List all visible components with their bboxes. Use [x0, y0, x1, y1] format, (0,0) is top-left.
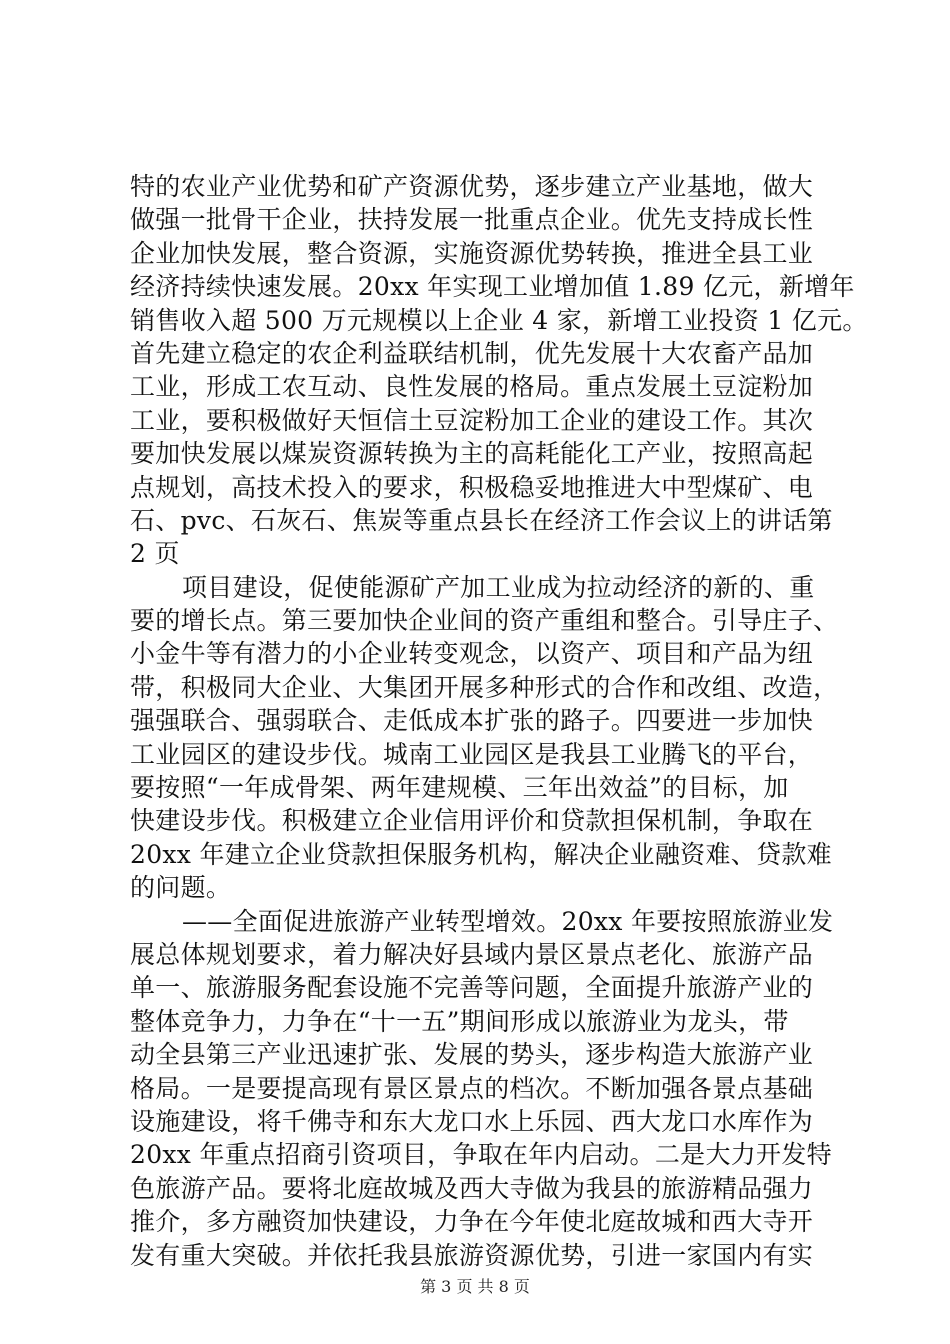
text-line: 做强一批骨干企业，扶持发展一批重点企业。优先支持成长性: [130, 205, 814, 235]
page-number: 第 3 页 共 8 页: [420, 1277, 530, 1296]
text-line: 点规划，高技术投入的要求，积极稳妥地推进大中型煤矿、电: [130, 472, 814, 502]
text-line: 单一、旅游服务配套设施不完善等问题，全面提升旅游产业的: [130, 973, 814, 1003]
text-line: 小金牛等有潜力的小企业转变观念，以资产、项目和产品为纽: [130, 639, 814, 669]
text-line: 工业园区的建设步伐。城南工业园区是我县工业腾飞的平台，: [130, 739, 814, 769]
text-line: 推介，多方融资加快建设，力争在今年使北庭故城和西大寺开: [130, 1207, 814, 1237]
text-line: 工业，要积极做好天恒信土豆淀粉加工企业的建设工作。其次: [130, 405, 814, 435]
text-line: 设施建设，将千佛寺和东大龙口水上乐园、西大龙口水库作为: [130, 1106, 814, 1136]
text-line: 销售收入超 500 万元规模以上企业 4 家，新增工业投资 1 亿元。: [130, 305, 868, 335]
text-line: 石、pvc、石灰石、焦炭等重点县长在经济工作会议上的讲话第: [130, 505, 833, 535]
text-line: 首先建立稳定的农企利益联结机制，优先发展十大农畜产品加: [130, 338, 814, 368]
text-line: 强强联合、强弱联合、走低成本扩张的路子。四要进一步加快: [130, 706, 814, 736]
text-line: 要加快发展以煤炭资源转换为主的高耗能化工产业，按照高起: [130, 439, 814, 469]
text-line: 展总体规划要求，着力解决好县域内景区景点老化、旅游产品: [130, 939, 814, 969]
text-line: ——全面促进旅游产业转型增效。20xx 年要按照旅游业发: [182, 906, 834, 936]
text-line: 整体竞争力，力争在“十一五”期间形成以旅游业为龙头，带: [130, 1006, 789, 1036]
text-line: 快建设步伐。积极建立企业信用评价和贷款担保机制，争取在: [130, 806, 814, 836]
text-line: 工业，形成工农互动、良性发展的格局。重点发展土豆淀粉加: [130, 372, 814, 402]
text-line: 要的增长点。第三要加快企业间的资产重组和整合。引导庄子、: [130, 606, 839, 636]
page-footer: [0, 1274, 950, 1297]
text-line: 20xx 年重点招商引资项目，争取在年内启动。二是大力开发特: [130, 1140, 832, 1170]
text-line: 企业加快发展，整合资源，实施资源优势转换，推进全县工业: [130, 238, 814, 268]
text-line: 带，积极同大企业、大集团开展多种形式的合作和改组、改造，: [130, 672, 839, 702]
body-text: [130, 170, 868, 1272]
text-line: 动全县第三产业迅速扩张、发展的势头，逐步构造大旅游产业: [130, 1040, 814, 1070]
text-line: 特的农业产业优势和矿产资源优势，逐步建立产业基地，做大: [130, 172, 814, 201]
text-line: 项目建设，促使能源矿产加工业成为拉动经济的新的、重: [182, 572, 815, 602]
text-line: 经济持续快速发展。20xx 年实现工业增加值 1.89 亿元，新增年: [130, 272, 855, 302]
text-line: 20xx 年建立企业贷款担保服务机构，解决企业融资难、贷款难: [130, 839, 832, 869]
text-line: 2 页: [130, 539, 180, 569]
text-line: 色旅游产品。要将北庭故城及西大寺做为我县的旅游精品强力: [130, 1173, 814, 1203]
text-line: 发有重大突破。并依托我县旅游资源优势，引进一家国内有实: [130, 1240, 814, 1270]
text-line: 的问题。: [130, 873, 232, 903]
text-line: 格局。一是要提高现有景区景点的档次。不断加强各景点基础: [130, 1073, 814, 1103]
text-line: 要按照“一年成骨架、两年建规模、三年出效益”的目标，加: [130, 773, 789, 803]
